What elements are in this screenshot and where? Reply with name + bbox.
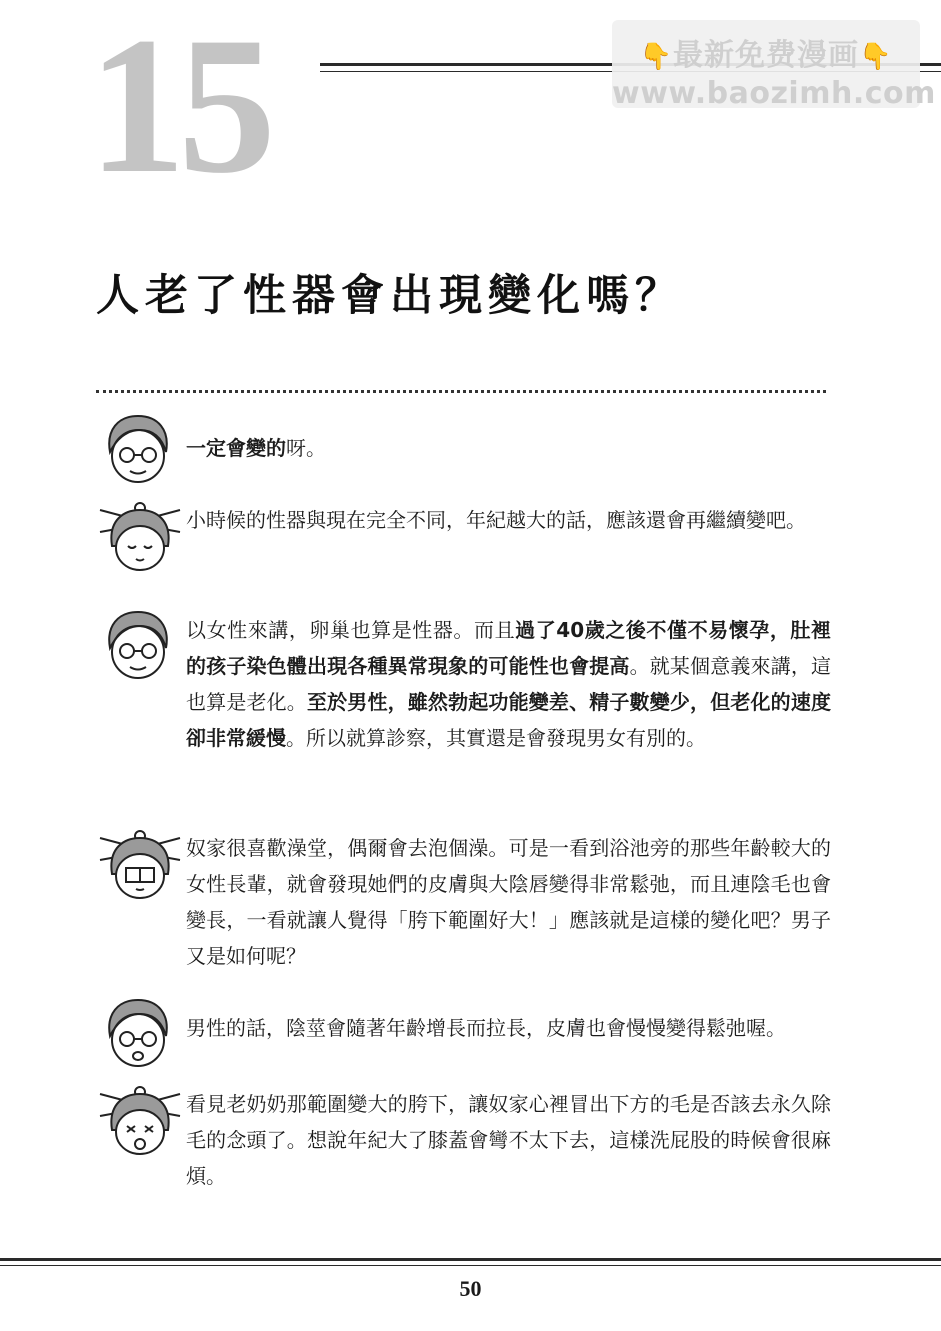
emphasis-text: 過了40歲之後不僅不易懷孕，肚裡的孩子染色體出現各種異常現象的可能性也會提高 (186, 618, 831, 678)
girl-avatar-icon (96, 1080, 184, 1160)
doctor-avatar-icon (96, 992, 184, 1072)
entry-text: 小時候的性器與現在完全不同，年紀越大的話，應該還會再繼續變吧。 (186, 508, 806, 532)
girl-avatar-icon (96, 496, 184, 576)
watermark-line1: 最新免费漫画 (673, 38, 859, 73)
chapter-number: 15 (88, 0, 268, 214)
footer-rule (0, 1258, 941, 1268)
entry-text: 看見老奶奶那範圍變大的胯下，讓奴家心裡冒出下方的毛是否該去永久除毛的念頭了。想說年紀大了膝蓋會彎不太下去，這樣洗屁股的時候會很麻煩。 (186, 1092, 831, 1188)
doctor-avatar-icon (96, 408, 184, 488)
girl-avatar-icon (96, 824, 184, 904)
emphasis-text: 至於男性，雖然勃起功能變差、精子數變少，但老化的速度卻非常緩慢 (186, 690, 832, 750)
entry-text: 奴家很喜歡澡堂，偶爾會去泡個澡。可是一看到浴池旁的那些年齡較大的女性長輩，就會發現她們的皮膚與大陰唇變得非常鬆弛，而且連陰毛也會變長，一看就讓人覺得「胯下範圍好大！」應該就是這樣的變化吧？男子又是如何呢？ (186, 836, 831, 968)
pointing-down-hand-icon: 👇 (859, 42, 893, 72)
dotted-divider (96, 390, 826, 393)
page-title: 人老了性器會出現變化嗎？ (96, 271, 684, 321)
watermark-line2: www.baozimh.com (612, 76, 936, 111)
watermark (612, 20, 936, 111)
entry-text: 一定會變的呀。 (186, 436, 326, 460)
page-number: 50 (459, 1276, 482, 1301)
emphasis-text: 一定會變的 (186, 436, 286, 460)
entry-text: 男性的話，陰莖會隨著年齡增長而拉長，皮膚也會慢慢變得鬆弛喔。 (186, 1016, 786, 1040)
pointing-down-hand-icon: 👇 (639, 42, 673, 72)
doctor-avatar-icon (96, 604, 184, 684)
entry-text: 以女性來講，卵巢也算是性器。而且過了40歲之後不僅不易懷孕，肚裡的孩子染色體出現各種異常現象的可能性也會提高。就某個意義來講，這也算是老化。至於男性，雖然勃起功能變差、精子數變少，但老化的速度卻非常緩慢。所以就算診察，其實還是會發現男女有別的。 (186, 618, 832, 750)
